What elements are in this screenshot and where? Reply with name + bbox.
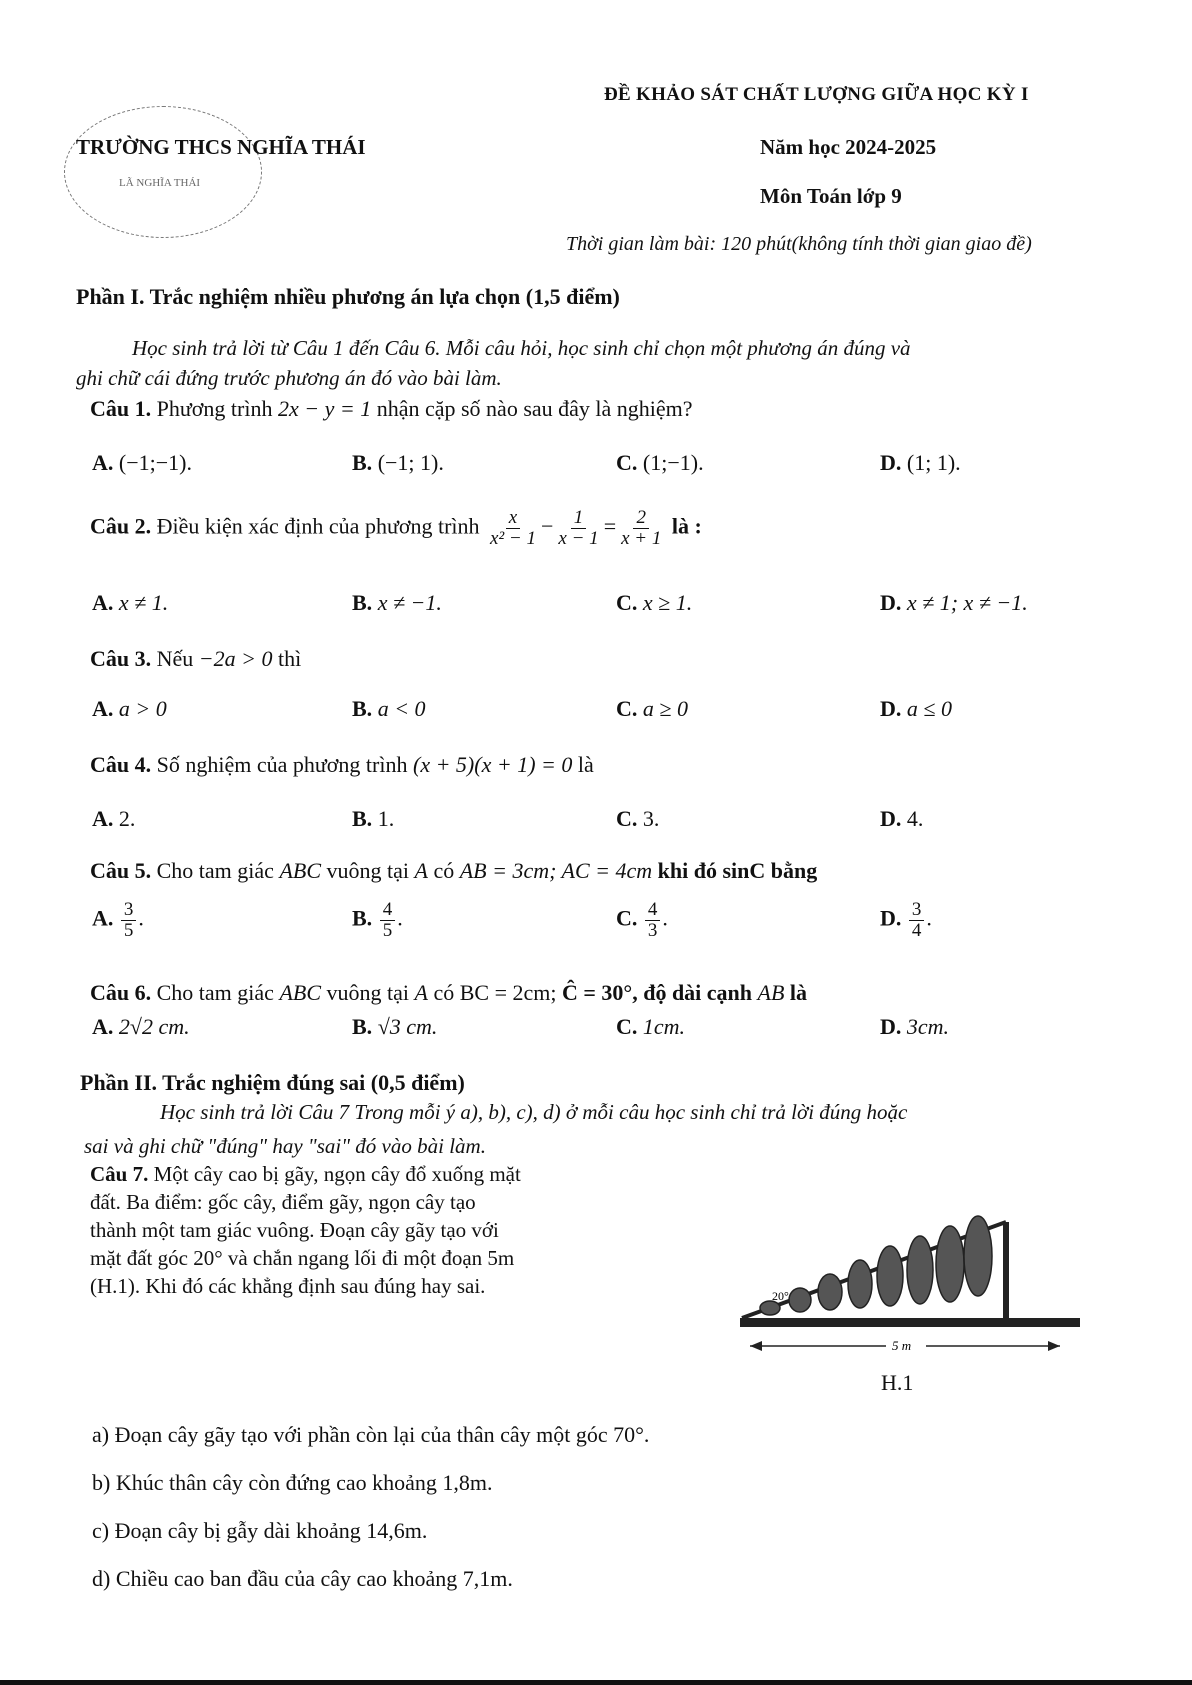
option-letter: A. <box>92 806 114 831</box>
q5-option-b: B. $\frac{4}{5}$ . <box>352 899 403 941</box>
arrow-left-icon <box>750 1341 762 1351</box>
q2-option-a <box>92 590 168 616</box>
school-seal <box>64 106 262 238</box>
option-value: a > 0 <box>118 696 167 721</box>
broken-tree-figure <box>730 1180 1090 1370</box>
q1-option-a <box>92 450 192 476</box>
option-letter: D. <box>880 696 902 721</box>
question-text: Nếu <box>156 646 194 671</box>
q2-option-b <box>352 590 442 616</box>
q2-option-c <box>616 590 692 616</box>
option-letter: C. <box>616 1014 638 1039</box>
part1-title: Phần I. Trắc nghiệm nhiều phương án lựa chọn (1,5 điểm) <box>76 284 620 309</box>
question-2: Câu 2. Điều kiện xác định của phương trình $\frac{x}{\text{x² − 1}}$ − $\frac{1}{x - 1}$ = $\frac{2}{x + 1}$ là : <box>90 507 702 549</box>
option-letter: D. <box>880 905 902 931</box>
q6-option-b <box>352 1014 437 1040</box>
figure-caption: H.1 <box>881 1370 914 1395</box>
question-text: Số nghiệm của phương trình <box>156 752 408 777</box>
question-text: nhận cặp số nào sau đây là nghiệm? <box>376 396 693 421</box>
question-4 <box>90 752 594 778</box>
option-letter: D. <box>880 806 902 831</box>
question-math: (x + 5)(x + 1) = 0 <box>413 752 573 777</box>
question-1 <box>90 396 693 422</box>
option-value: (1; 1). <box>906 450 961 475</box>
q5-option-a: A. $\frac{3}{5}$ . <box>92 899 144 941</box>
q7-line: Câu 7. Một cây cao bị gãy, ngọn cây đổ xuống mặt <box>90 1162 521 1186</box>
option-value: 1cm. <box>642 1014 686 1039</box>
figure-angle-label: 20° <box>772 1289 789 1303</box>
option-value: x ≠ 1. <box>118 590 169 615</box>
question-3 <box>90 646 301 672</box>
option-value: √3 cm. <box>377 1014 438 1039</box>
option-letter: B. <box>352 806 373 831</box>
ground <box>740 1318 1080 1327</box>
q6-option-c <box>616 1014 685 1040</box>
question-6: Câu 6. Cho tam giác ABC vuông tại A có BC = 2cm; Ĉ = 30°, độ dài cạnh AB là <box>90 980 808 1005</box>
exam-time: Thời gian làm bài: 120 phút(không tính thời gian giao đề) <box>566 233 1032 255</box>
option-value: x ≠ 1; x ≠ −1. <box>906 590 1028 615</box>
part2-instruction-line2: sai và ghi chữ "đúng" hay "sai" đó vào bài làm. <box>84 1134 486 1158</box>
subject: Môn Toán lớp 9 <box>760 184 902 208</box>
part1-instruction-line2: ghi chữ cái đứng trước phương án đó vào bài làm. <box>76 366 502 390</box>
question-text: Điều kiện xác định của phương trình <box>156 513 480 539</box>
exam-title: ĐỀ KHẢO SÁT CHẤT LƯỢNG GIỮA HỌC KỲ I <box>604 84 1029 105</box>
statement-d: d) Chiều cao ban đầu của cây cao khoảng 7,1m. <box>92 1566 513 1591</box>
q3-option-c <box>616 696 688 722</box>
q5-option-d: D. $\frac{3}{4}$ . <box>880 899 932 941</box>
q2-option-d <box>880 590 1028 616</box>
question-math: −2a > 0 <box>198 646 273 671</box>
q1-option-d <box>880 450 961 476</box>
fraction: $\frac{3}{4}$ <box>909 900 925 941</box>
option-letter: B. <box>352 696 373 721</box>
question-text: Cho tam giác <box>156 980 274 1005</box>
option-letter: A. <box>92 1014 114 1039</box>
q7-line: (H.1). Khi đó các khẳng định sau đúng hay sai. <box>90 1274 486 1298</box>
fraction: $\frac{1}{x - 1}$ <box>558 507 599 549</box>
option-value: x ≠ −1. <box>377 590 442 615</box>
q6-option-d <box>880 1014 949 1040</box>
option-letter: C. <box>616 590 638 615</box>
option-letter: B. <box>352 450 373 475</box>
option-value: a ≥ 0 <box>642 696 688 721</box>
question-text: là : <box>671 513 702 539</box>
question-label: Câu 3. <box>90 646 152 671</box>
arrow-right-icon <box>1048 1341 1060 1351</box>
q6-option-a <box>92 1014 190 1040</box>
question-text: thì <box>277 646 302 671</box>
q4-option-d <box>880 806 923 832</box>
fraction: $\frac{2}{x + 1}$ <box>621 507 662 549</box>
option-value: 2. <box>118 806 136 831</box>
option-letter: C. <box>616 450 638 475</box>
option-letter: B. <box>352 1014 373 1039</box>
option-letter: A. <box>92 905 114 931</box>
statement-a: a) Đoạn cây gãy tạo với phần còn lại của thân cây một góc 70°. <box>92 1422 650 1447</box>
q7-line: đất. Ba điểm: gốc cây, điểm gãy, ngọn cây tạo <box>90 1190 476 1214</box>
question-text: Cho tam giác <box>156 858 274 883</box>
option-letter: C. <box>616 806 638 831</box>
option-letter: A. <box>92 590 114 615</box>
statement-b: b) Khúc thân cây còn đứng cao khoảng 1,8m. <box>92 1470 493 1495</box>
q4-option-c <box>616 806 659 832</box>
option-value: x ≥ 1. <box>642 590 693 615</box>
q7-line: mặt đất góc 20° và chắn ngang lối đi một đoạn 5m <box>90 1246 515 1270</box>
fraction: $\frac{4}{3}$ <box>645 900 661 941</box>
option-value: (−1; 1). <box>377 450 444 475</box>
part2-instruction-line1: Học sinh trả lời Câu 7 Trong mỗi ý a), b), c), d) ở mỗi câu học sinh chỉ trả lời đúng hoặc <box>160 1100 908 1124</box>
option-letter: D. <box>880 450 902 475</box>
school-year: Năm học 2024-2025 <box>760 135 937 159</box>
school-name: TRƯỜNG THCS NGHĨA THÁI <box>76 135 366 159</box>
option-letter: B. <box>352 590 373 615</box>
option-letter: D. <box>880 590 902 615</box>
q7-line: thành một tam giác vuông. Đoạn cây gãy tạo với <box>90 1218 499 1242</box>
option-value: 1. <box>377 806 395 831</box>
page-bottom-border <box>0 1680 1192 1685</box>
statement-c: c) Đoạn cây bị gẫy dài khoảng 14,6m. <box>92 1518 428 1543</box>
q4-option-b <box>352 806 394 832</box>
option-value: (−1;−1). <box>118 450 192 475</box>
figure-length-label: 5 m <box>892 1338 912 1353</box>
option-letter: A. <box>92 696 114 721</box>
question-5: Câu 5. Cho tam giác ABC vuông tại A có AB = 3cm; AC = 4cm khi đó sinC bằng <box>90 858 818 883</box>
option-value: 4. <box>906 806 924 831</box>
question-label: Câu 6. <box>90 980 152 1005</box>
q1-option-c <box>616 450 704 476</box>
question-text: là <box>577 752 594 777</box>
question-label: Câu 5. <box>90 858 152 883</box>
q1-option-b <box>352 450 444 476</box>
question-label: Câu 1. <box>90 396 152 421</box>
option-letter: C. <box>616 905 638 931</box>
part1-instruction-line1: Học sinh trả lời từ Câu 1 đến Câu 6. Mỗi câu hỏi, học sinh chỉ chọn một phương án đúng và <box>132 336 911 360</box>
option-letter: A. <box>92 450 114 475</box>
q3-option-d <box>880 696 952 722</box>
option-value: 2√2 cm. <box>118 1014 190 1039</box>
option-letter: D. <box>880 1014 902 1039</box>
question-7 <box>90 1160 521 1300</box>
question-label: Câu 7. <box>90 1162 149 1186</box>
option-value: 3. <box>642 806 660 831</box>
question-label: Câu 4. <box>90 752 152 777</box>
q3-option-a <box>92 696 167 722</box>
part2-title: Phần II. Trắc nghiệm đúng sai (0,5 điểm) <box>80 1070 465 1095</box>
option-value: a ≤ 0 <box>906 696 952 721</box>
option-value: 3cm. <box>906 1014 950 1039</box>
q3-option-b <box>352 696 426 722</box>
question-label: Câu 2. <box>90 513 152 539</box>
option-value: (1;−1). <box>642 450 704 475</box>
seal-text: LÃ NGHĨA THÁI <box>119 177 201 189</box>
fraction: $\frac{3}{5}$ <box>121 900 137 941</box>
tree-foliage <box>760 1216 992 1315</box>
option-value: a < 0 <box>377 696 426 721</box>
q4-option-a <box>92 806 135 832</box>
option-letter: B. <box>352 905 373 931</box>
question-math: 2x − y = 1 <box>277 396 372 421</box>
fraction: $\frac{x}{\text{x² − 1}}$ <box>490 507 536 549</box>
option-letter: C. <box>616 696 638 721</box>
fraction: $\frac{4}{5}$ <box>380 900 396 941</box>
question-text: Phương trình <box>156 396 273 421</box>
q5-option-c: C. $\frac{4}{3}$ . <box>616 899 668 941</box>
